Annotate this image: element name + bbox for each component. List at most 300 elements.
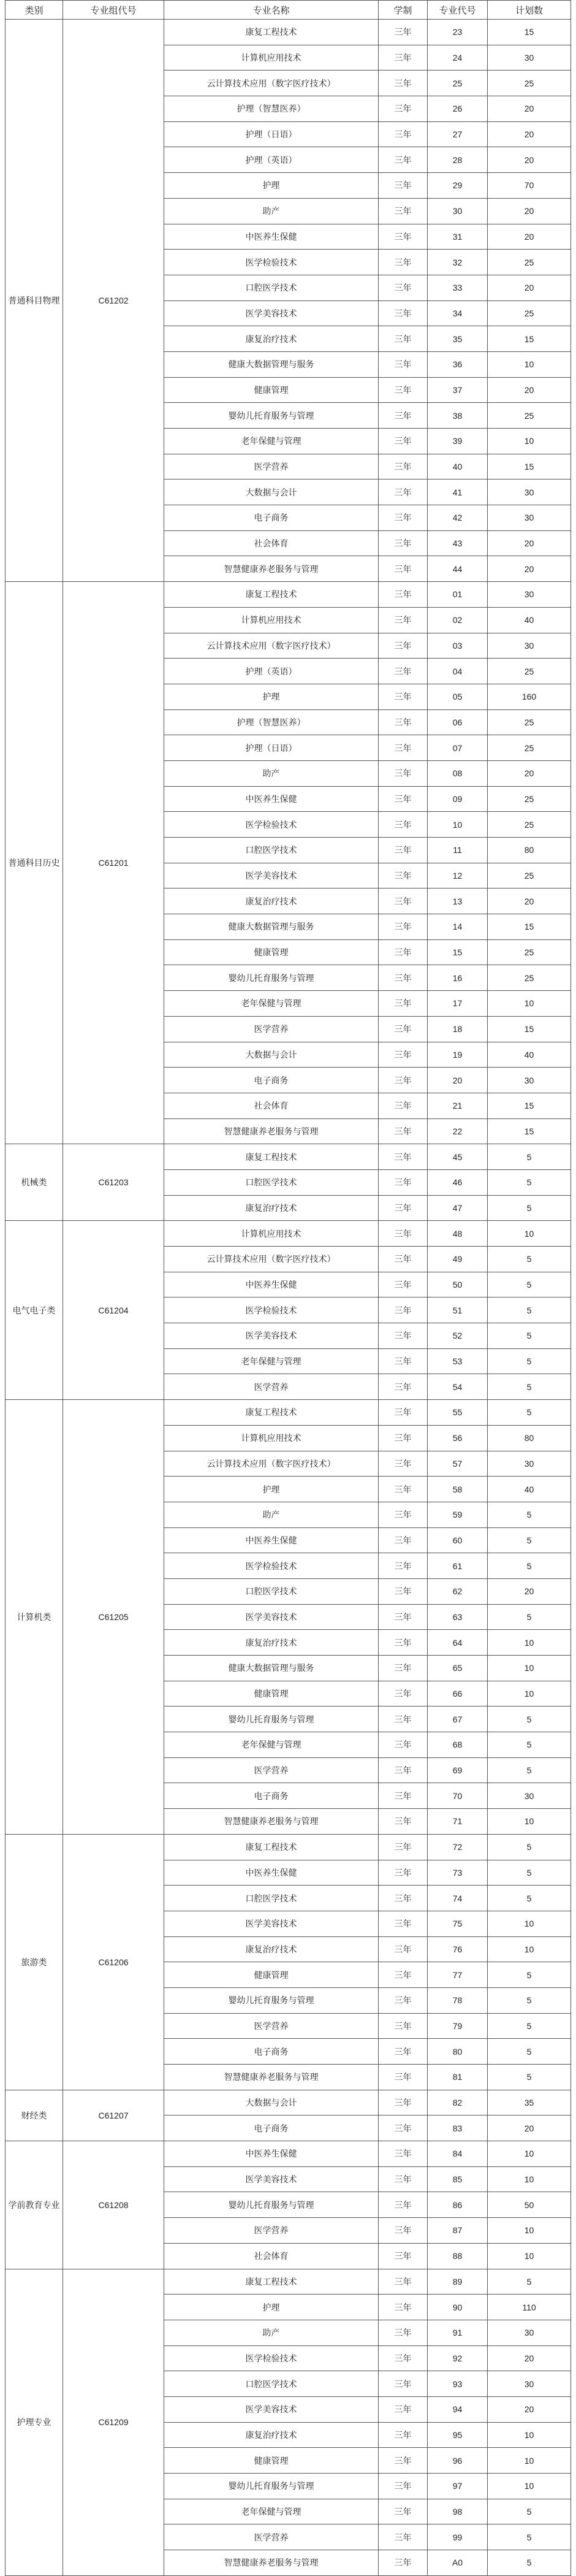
- duration-cell: 三年: [379, 2218, 428, 2244]
- duration-cell: 三年: [379, 2013, 428, 2039]
- duration-cell: 三年: [379, 991, 428, 1017]
- major-code-cell: 54: [428, 1374, 488, 1400]
- duration-cell: 三年: [379, 1809, 428, 1835]
- plan-count-cell: 5: [488, 1400, 571, 1426]
- duration-cell: 三年: [379, 96, 428, 122]
- major-code-cell: 98: [428, 2499, 488, 2524]
- major-name-cell: 医学美容技术: [164, 300, 379, 326]
- group-code-cell: C61205: [63, 1400, 164, 1835]
- major-code-cell: 50: [428, 1272, 488, 1298]
- major-name-cell: 中医养生保健: [164, 1272, 379, 1298]
- major-code-cell: 17: [428, 991, 488, 1017]
- plan-count-cell: 10: [488, 2474, 571, 2499]
- plan-count-cell: 15: [488, 1016, 571, 1042]
- major-name-cell: 云计算技术应用（数字医疗技术）: [164, 633, 379, 659]
- duration-cell: 三年: [379, 2422, 428, 2448]
- duration-cell: 三年: [379, 1221, 428, 1247]
- plan-count-cell: 25: [488, 812, 571, 838]
- duration-cell: 三年: [379, 2396, 428, 2422]
- major-code-cell: 27: [428, 121, 488, 147]
- major-code-cell: 58: [428, 1477, 488, 1502]
- duration-cell: 三年: [379, 1783, 428, 1809]
- plan-count-cell: 5: [488, 1886, 571, 1911]
- major-code-cell: 85: [428, 2166, 488, 2192]
- major-code-cell: 45: [428, 1144, 488, 1170]
- major-code-cell: 43: [428, 530, 488, 556]
- duration-cell: 三年: [379, 224, 428, 250]
- plan-count-cell: 80: [488, 838, 571, 863]
- major-code-cell: 16: [428, 965, 488, 991]
- header-major-name: 专业名称: [164, 1, 379, 20]
- duration-cell: 三年: [379, 1681, 428, 1707]
- plan-count-cell: 15: [488, 1093, 571, 1118]
- major-code-cell: 63: [428, 1604, 488, 1630]
- major-code-cell: 89: [428, 2269, 488, 2295]
- plan-count-cell: 25: [488, 403, 571, 429]
- duration-cell: 三年: [379, 2295, 428, 2320]
- major-name-cell: 医学营养: [164, 1016, 379, 1042]
- major-name-cell: 口腔医学技术: [164, 2371, 379, 2397]
- group-code-cell: C61203: [63, 1144, 164, 1221]
- duration-cell: 三年: [379, 1425, 428, 1451]
- major-code-cell: 11: [428, 838, 488, 863]
- plan-count-cell: 10: [488, 351, 571, 377]
- plan-count-cell: 5: [488, 1527, 571, 1553]
- major-code-cell: 42: [428, 505, 488, 531]
- major-name-cell: 康复治疗技术: [164, 1630, 379, 1656]
- major-code-cell: 38: [428, 403, 488, 429]
- major-name-cell: 医学美容技术: [164, 1911, 379, 1936]
- major-name-cell: 康复工程技术: [164, 1834, 379, 1860]
- plan-count-cell: 5: [488, 1144, 571, 1170]
- plan-count-cell: 5: [488, 1757, 571, 1783]
- plan-count-cell: 15: [488, 1118, 571, 1144]
- major-code-cell: 73: [428, 1860, 488, 1886]
- duration-cell: 三年: [379, 2039, 428, 2065]
- plan-count-cell: 5: [488, 1860, 571, 1886]
- major-code-cell: 96: [428, 2448, 488, 2474]
- category-cell: 护理专业: [6, 2269, 63, 2575]
- plan-count-cell: 20: [488, 224, 571, 250]
- major-name-cell: 医学营养: [164, 1757, 379, 1783]
- duration-cell: 三年: [379, 2550, 428, 2576]
- duration-cell: 三年: [379, 633, 428, 659]
- major-name-cell: 护理: [164, 1477, 379, 1502]
- duration-cell: 三年: [379, 1247, 428, 1272]
- duration-cell: 三年: [379, 1272, 428, 1298]
- major-name-cell: 医学营养: [164, 454, 379, 480]
- major-code-cell: 86: [428, 2192, 488, 2218]
- plan-count-cell: 20: [488, 2396, 571, 2422]
- plan-count-cell: 5: [488, 1195, 571, 1221]
- duration-cell: 三年: [379, 838, 428, 863]
- major-code-cell: 19: [428, 1042, 488, 1068]
- major-code-cell: 56: [428, 1425, 488, 1451]
- major-name-cell: 电子商务: [164, 1783, 379, 1809]
- plan-count-cell: 25: [488, 786, 571, 812]
- major-name-cell: 老年保健与管理: [164, 429, 379, 454]
- table-row: [6, 1144, 571, 1170]
- duration-cell: 三年: [379, 1118, 428, 1144]
- major-code-cell: 78: [428, 1987, 488, 2013]
- major-code-cell: 31: [428, 224, 488, 250]
- plan-count-cell: 30: [488, 1068, 571, 1093]
- major-code-cell: 61: [428, 1553, 488, 1579]
- major-name-cell: 医学营养: [164, 1374, 379, 1400]
- plan-count-cell: 160: [488, 684, 571, 709]
- major-name-cell: 中医养生保健: [164, 2141, 379, 2167]
- plan-count-cell: 5: [488, 1553, 571, 1579]
- duration-cell: 三年: [379, 1732, 428, 1758]
- major-name-cell: 口腔医学技术: [164, 1169, 379, 1195]
- plan-count-cell: 10: [488, 1630, 571, 1656]
- table-row: [6, 1400, 571, 1426]
- plan-count-cell: 25: [488, 659, 571, 684]
- major-code-cell: 29: [428, 173, 488, 199]
- plan-count-cell: 10: [488, 1809, 571, 1835]
- major-name-cell: 电子商务: [164, 505, 379, 531]
- duration-cell: 三年: [379, 300, 428, 326]
- major-code-cell: 35: [428, 326, 488, 352]
- major-name-cell: 婴幼儿托育服务与管理: [164, 403, 379, 429]
- plan-count-cell: 5: [488, 1834, 571, 1860]
- major-name-cell: 康复工程技术: [164, 2269, 379, 2295]
- duration-cell: 三年: [379, 1886, 428, 1911]
- major-code-cell: 05: [428, 684, 488, 709]
- major-name-cell: 康复治疗技术: [164, 889, 379, 914]
- major-name-cell: 大数据与会计: [164, 1042, 379, 1068]
- enrollment-plan-sheet: [5, 0, 571, 2576]
- plan-count-cell: 35: [488, 2090, 571, 2115]
- major-name-cell: 康复治疗技术: [164, 326, 379, 352]
- duration-cell: 三年: [379, 1911, 428, 1936]
- duration-cell: 三年: [379, 71, 428, 96]
- plan-count-cell: 30: [488, 1783, 571, 1809]
- major-name-cell: 医学美容技术: [164, 1323, 379, 1349]
- major-name-cell: 社会体育: [164, 530, 379, 556]
- major-name-cell: 中医养生保健: [164, 786, 379, 812]
- table-row: [6, 582, 571, 608]
- duration-cell: 三年: [379, 2115, 428, 2141]
- plan-count-cell: 40: [488, 1477, 571, 1502]
- duration-cell: 三年: [379, 2371, 428, 2397]
- major-name-cell: 智慧健康养老服务与管理: [164, 556, 379, 582]
- duration-cell: 三年: [379, 1962, 428, 1988]
- duration-cell: 三年: [379, 1144, 428, 1170]
- major-code-cell: 34: [428, 300, 488, 326]
- plan-count-cell: 20: [488, 121, 571, 147]
- major-name-cell: 口腔医学技术: [164, 275, 379, 300]
- major-code-cell: 67: [428, 1707, 488, 1732]
- plan-count-cell: 5: [488, 1348, 571, 1374]
- major-name-cell: 口腔医学技术: [164, 1578, 379, 1604]
- plan-count-cell: 20: [488, 1578, 571, 1604]
- duration-cell: 三年: [379, 965, 428, 991]
- major-code-cell: 15: [428, 939, 488, 965]
- header-row: [6, 1, 571, 20]
- duration-cell: 三年: [379, 1451, 428, 1477]
- header-category: 类别: [6, 1, 63, 20]
- plan-count-cell: 15: [488, 454, 571, 480]
- duration-cell: 三年: [379, 889, 428, 914]
- major-code-cell: 21: [428, 1093, 488, 1118]
- duration-cell: 三年: [379, 173, 428, 199]
- duration-cell: 三年: [379, 735, 428, 761]
- major-code-cell: 97: [428, 2474, 488, 2499]
- major-code-cell: 55: [428, 1400, 488, 1426]
- duration-cell: 三年: [379, 275, 428, 300]
- plan-count-cell: 5: [488, 2524, 571, 2550]
- duration-cell: 三年: [379, 1169, 428, 1195]
- major-name-cell: 护理: [164, 684, 379, 709]
- plan-count-cell: 5: [488, 1374, 571, 1400]
- major-code-cell: 49: [428, 1247, 488, 1272]
- major-name-cell: 健康管理: [164, 939, 379, 965]
- major-name-cell: 康复治疗技术: [164, 2422, 379, 2448]
- major-code-cell: 44: [428, 556, 488, 582]
- category-cell: 财经类: [6, 2090, 63, 2141]
- duration-cell: 三年: [379, 121, 428, 147]
- plan-count-cell: 40: [488, 1042, 571, 1068]
- plan-count-cell: 25: [488, 71, 571, 96]
- major-code-cell: 59: [428, 1502, 488, 1527]
- duration-cell: 三年: [379, 2448, 428, 2474]
- major-code-cell: A0: [428, 2550, 488, 2576]
- major-code-cell: 03: [428, 633, 488, 659]
- major-name-cell: 健康管理: [164, 2448, 379, 2474]
- plan-count-cell: 5: [488, 2013, 571, 2039]
- major-name-cell: 医学检验技术: [164, 1298, 379, 1323]
- major-code-cell: 68: [428, 1732, 488, 1758]
- major-name-cell: 助产: [164, 760, 379, 786]
- major-code-cell: 48: [428, 1221, 488, 1247]
- duration-cell: 三年: [379, 1502, 428, 1527]
- duration-cell: 三年: [379, 505, 428, 531]
- duration-cell: 三年: [379, 607, 428, 633]
- category-cell: 旅游类: [6, 1834, 63, 2090]
- major-name-cell: 计算机应用技术: [164, 1425, 379, 1451]
- major-code-cell: 09: [428, 786, 488, 812]
- plan-count-cell: 20: [488, 556, 571, 582]
- table-row: [6, 20, 571, 45]
- major-name-cell: 医学营养: [164, 2218, 379, 2244]
- major-name-cell: 护理（英语）: [164, 147, 379, 173]
- plan-count-cell: 30: [488, 2320, 571, 2345]
- major-code-cell: 24: [428, 45, 488, 71]
- major-code-cell: 30: [428, 198, 488, 224]
- major-name-cell: 云计算技术应用（数字医疗技术）: [164, 71, 379, 96]
- header-duration: 学制: [379, 1, 428, 20]
- duration-cell: 三年: [379, 198, 428, 224]
- duration-cell: 三年: [379, 1016, 428, 1042]
- category-cell: 学前教育专业: [6, 2141, 63, 2269]
- duration-cell: 三年: [379, 45, 428, 71]
- plan-count-cell: 30: [488, 505, 571, 531]
- duration-cell: 三年: [379, 1656, 428, 1681]
- major-name-cell: 医学营养: [164, 2524, 379, 2550]
- major-code-cell: 88: [428, 2243, 488, 2269]
- major-code-cell: 90: [428, 2295, 488, 2320]
- plan-count-cell: 30: [488, 633, 571, 659]
- duration-cell: 三年: [379, 939, 428, 965]
- major-name-cell: 电子商务: [164, 1068, 379, 1093]
- major-code-cell: 04: [428, 659, 488, 684]
- duration-cell: 三年: [379, 1348, 428, 1374]
- major-name-cell: 医学检验技术: [164, 1553, 379, 1579]
- duration-cell: 三年: [379, 786, 428, 812]
- duration-cell: 三年: [379, 1604, 428, 1630]
- duration-cell: 三年: [379, 2065, 428, 2090]
- major-code-cell: 93: [428, 2371, 488, 2397]
- table-row: [6, 2090, 571, 2115]
- major-code-cell: 33: [428, 275, 488, 300]
- major-code-cell: 37: [428, 377, 488, 403]
- major-name-cell: 康复工程技术: [164, 20, 379, 45]
- plan-count-cell: 5: [488, 1962, 571, 1988]
- major-code-cell: 36: [428, 351, 488, 377]
- major-name-cell: 医学检验技术: [164, 812, 379, 838]
- plan-count-cell: 5: [488, 2550, 571, 2576]
- duration-cell: 三年: [379, 709, 428, 735]
- major-code-cell: 76: [428, 1936, 488, 1962]
- duration-cell: 三年: [379, 1860, 428, 1886]
- major-name-cell: 智慧健康养老服务与管理: [164, 1118, 379, 1144]
- group-code-cell: C61206: [63, 1834, 164, 2090]
- plan-count-cell: 5: [488, 2039, 571, 2065]
- major-name-cell: 计算机应用技术: [164, 607, 379, 633]
- major-code-cell: 06: [428, 709, 488, 735]
- major-code-cell: 14: [428, 914, 488, 940]
- major-code-cell: 10: [428, 812, 488, 838]
- duration-cell: 三年: [379, 2166, 428, 2192]
- major-code-cell: 60: [428, 1527, 488, 1553]
- duration-cell: 三年: [379, 326, 428, 352]
- major-code-cell: 41: [428, 480, 488, 505]
- plan-count-cell: 5: [488, 1272, 571, 1298]
- major-name-cell: 婴幼儿托育服务与管理: [164, 2192, 379, 2218]
- plan-count-cell: 5: [488, 1323, 571, 1349]
- major-code-cell: 95: [428, 2422, 488, 2448]
- major-name-cell: 护理（日语）: [164, 121, 379, 147]
- major-name-cell: 护理: [164, 2295, 379, 2320]
- plan-count-cell: 5: [488, 2269, 571, 2295]
- plan-count-cell: 15: [488, 326, 571, 352]
- major-name-cell: 医学美容技术: [164, 1604, 379, 1630]
- plan-count-cell: 20: [488, 530, 571, 556]
- duration-cell: 三年: [379, 351, 428, 377]
- plan-count-cell: 10: [488, 1656, 571, 1681]
- major-name-cell: 健康管理: [164, 1681, 379, 1707]
- major-code-cell: 66: [428, 1681, 488, 1707]
- major-name-cell: 健康大数据管理与服务: [164, 351, 379, 377]
- duration-cell: 三年: [379, 250, 428, 275]
- duration-cell: 三年: [379, 1068, 428, 1093]
- duration-cell: 三年: [379, 1707, 428, 1732]
- duration-cell: 三年: [379, 403, 428, 429]
- plan-count-cell: 20: [488, 889, 571, 914]
- major-code-cell: 08: [428, 760, 488, 786]
- duration-cell: 三年: [379, 1757, 428, 1783]
- plan-count-cell: 5: [488, 1169, 571, 1195]
- major-name-cell: 医学美容技术: [164, 2396, 379, 2422]
- major-name-cell: 健康大数据管理与服务: [164, 914, 379, 940]
- duration-cell: 三年: [379, 812, 428, 838]
- plan-count-cell: 5: [488, 1502, 571, 1527]
- plan-count-cell: 20: [488, 96, 571, 122]
- major-code-cell: 77: [428, 1962, 488, 1988]
- major-name-cell: 医学美容技术: [164, 863, 379, 889]
- duration-cell: 三年: [379, 1400, 428, 1426]
- duration-cell: 三年: [379, 1042, 428, 1068]
- duration-cell: 三年: [379, 1195, 428, 1221]
- major-code-cell: 23: [428, 20, 488, 45]
- major-code-cell: 02: [428, 607, 488, 633]
- major-code-cell: 32: [428, 250, 488, 275]
- major-name-cell: 助产: [164, 2320, 379, 2345]
- major-name-cell: 助产: [164, 1502, 379, 1527]
- major-name-cell: 医学检验技术: [164, 250, 379, 275]
- major-code-cell: 83: [428, 2115, 488, 2141]
- duration-cell: 三年: [379, 1936, 428, 1962]
- plan-count-cell: 25: [488, 863, 571, 889]
- plan-count-cell: 10: [488, 2448, 571, 2474]
- major-name-cell: 护理（英语）: [164, 659, 379, 684]
- group-code-cell: C61204: [63, 1221, 164, 1400]
- plan-count-cell: 5: [488, 1298, 571, 1323]
- major-name-cell: 护理（日语）: [164, 735, 379, 761]
- major-name-cell: 护理（智慧医养）: [164, 709, 379, 735]
- major-name-cell: 智慧健康养老服务与管理: [164, 1809, 379, 1835]
- major-name-cell: 大数据与会计: [164, 2090, 379, 2115]
- duration-cell: 三年: [379, 530, 428, 556]
- major-code-cell: 07: [428, 735, 488, 761]
- major-name-cell: 健康大数据管理与服务: [164, 1656, 379, 1681]
- major-code-cell: 53: [428, 1348, 488, 1374]
- category-cell: 计算机类: [6, 1400, 63, 1835]
- major-code-cell: 75: [428, 1911, 488, 1936]
- major-code-cell: 13: [428, 889, 488, 914]
- plan-count-cell: 10: [488, 1936, 571, 1962]
- duration-cell: 三年: [379, 1093, 428, 1118]
- plan-count-cell: 10: [488, 2218, 571, 2244]
- major-name-cell: 婴幼儿托育服务与管理: [164, 1707, 379, 1732]
- major-code-cell: 71: [428, 1809, 488, 1835]
- duration-cell: 三年: [379, 1987, 428, 2013]
- major-code-cell: 74: [428, 1886, 488, 1911]
- duration-cell: 三年: [379, 1374, 428, 1400]
- major-name-cell: 老年保健与管理: [164, 2499, 379, 2524]
- category-cell: 电气电子类: [6, 1221, 63, 1400]
- major-name-cell: 婴幼儿托育服务与管理: [164, 965, 379, 991]
- header-group-code: 专业组代号: [63, 1, 164, 20]
- enrollment-plan-table: [5, 0, 571, 2576]
- duration-cell: 三年: [379, 1630, 428, 1656]
- major-name-cell: 医学检验技术: [164, 2345, 379, 2371]
- major-code-cell: 52: [428, 1323, 488, 1349]
- plan-count-cell: 20: [488, 377, 571, 403]
- duration-cell: 三年: [379, 454, 428, 480]
- major-name-cell: 中医养生保健: [164, 224, 379, 250]
- major-name-cell: 智慧健康养老服务与管理: [164, 2065, 379, 2090]
- major-name-cell: 健康管理: [164, 1962, 379, 1988]
- major-code-cell: 20: [428, 1068, 488, 1093]
- major-code-cell: 92: [428, 2345, 488, 2371]
- duration-cell: 三年: [379, 2474, 428, 2499]
- major-name-cell: 中医养生保健: [164, 1860, 379, 1886]
- duration-cell: 三年: [379, 1578, 428, 1604]
- plan-count-cell: 40: [488, 607, 571, 633]
- duration-cell: 三年: [379, 377, 428, 403]
